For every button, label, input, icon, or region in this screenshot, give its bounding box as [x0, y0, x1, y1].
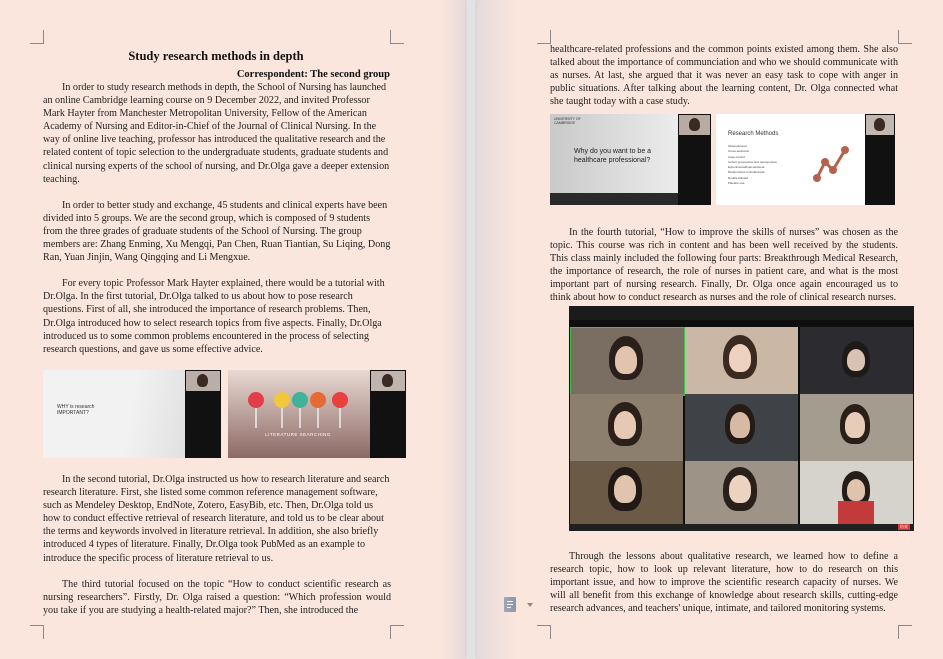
paragraph: In order to study research methods in depth, the School of Nursing has launched an online Cambridge learning course on 9 December 2022, and invited Professor Mark Hayter from Manchester Metropolitan University, Fellow of the American Academy of Nursing and Editor-in-Chief of the Journal of Clinical Nursing. In the way of online live teaching, professor has introduced the qualitative research and the related content of topic selection to the undergraduate students, graduate students and clinical nursing experts of the school of nursing, and Dr.Olga gave a deeper extension teaching. [43, 82, 390, 185]
paragraph: For every topic Professor Mark Hayter explained, there would be a tutorial with Dr.Olga. In the first tutorial, Dr.Olga talked to us about how to pose research questions. First of all, she introduced the importance of research problems. Then, Dr.Olga introduced how to select research topics from five aspects. Finally, Dr.Olga introduced us to some common problems encountered in the process of selecting research questions, and gave us some effective advice. [43, 278, 385, 355]
video-tile [570, 327, 685, 396]
video-panel [185, 370, 221, 458]
paragraph: The third tutorial focused on the topic “How to conduct scientific research as nursing researchers”. Firstly, Dr. Olga raised a question: “Which profession would you take if you are studying a health-related major?” Then, she introduced the [43, 578, 391, 616]
slide-text: LITERATURE SEARCHING [265, 432, 331, 437]
participant-face [197, 374, 208, 387]
paragraph: In the second tutorial, Dr.Olga instructed us how to research literature and search research literature. First, she listed some common reference management software, such as Mendeley Desktop, EndNote, Zotero, EasyBib, etc. Then, Dr.Olga told us how to conduct effective retrieval of research literature, and told us to be clear about the terms and keywords involved in literature retrieval. In addition, she also briefly introduced 4 types of literature. Finally, Dr.Olga took PubMed as an example to introduce the specific process of literature retrieval to us. [43, 474, 390, 564]
margin-mark [390, 625, 404, 639]
margin-mark [30, 30, 44, 44]
slide-text: WHY is research IMPORTANT? [57, 404, 95, 416]
body-text [550, 43, 898, 121]
page-shadow [477, 0, 517, 659]
end-meeting-button: 结束 [900, 524, 908, 529]
slide-title: Research Methods [728, 131, 779, 137]
chevron-down-icon[interactable] [527, 603, 533, 607]
body-text [550, 550, 898, 628]
margin-mark [30, 625, 44, 639]
page-shadow [440, 0, 465, 659]
correspondent: Correspondent: The second group [236, 69, 390, 80]
margin-mark [898, 30, 912, 44]
video-tile [685, 394, 798, 461]
lollipop-image [242, 388, 354, 428]
slide-screenshot [716, 114, 895, 205]
paragraph: healthcare-related professions and the common points existed among them. She also talked about the importance of communciation and who we should communicate with as nurses. At last, she argued that it was never an easy task to cope with anger in public situations. After talking about the learning content, Dr. Olga connected what she taught today with a case study. [550, 44, 898, 108]
slide-screenshot [43, 370, 221, 458]
meeting-toolbar [569, 524, 914, 531]
video-panel [865, 114, 895, 205]
slide-list: Observational Cross-sectional Case-control Cohort prospective and retrospective Experimental/Interventional Randomized controlled trial Double-blinded Placebo use [728, 144, 778, 186]
video-tile [570, 461, 683, 524]
margin-mark [537, 30, 551, 44]
participant-face [874, 118, 885, 131]
video-tile [570, 394, 683, 461]
video-tile [800, 461, 913, 524]
participant-face [382, 374, 393, 387]
body-text [43, 473, 391, 630]
video-tile [800, 394, 913, 461]
video-tile [685, 461, 798, 524]
left-page [0, 0, 465, 659]
video-tile [685, 327, 798, 394]
margin-mark [537, 625, 551, 639]
video-tile [800, 327, 913, 394]
meeting-screenshot [569, 306, 914, 531]
university-logo: UNIVERSITY OF CAMBRIDGE [554, 117, 581, 125]
paragraph: In order to better study and exchange, 45 students and clinical experts have been divided into 5 groups. We are the second group, which is composed of 9 students from the three grades of graduate students of the School of Nursing. The group members are: Zhang Enming, Xu Mengqi, Pan Chen, Ruan Tiantian, Su Liqing, Dong Ran, Yuan Jinjin, Wang Qingqing and Li Mengxue. [43, 199, 391, 264]
right-page [477, 0, 943, 659]
margin-mark [898, 625, 912, 639]
page-gutter [465, 0, 477, 659]
body-text [550, 226, 898, 318]
slide-screenshot [550, 114, 711, 205]
slide-screenshot [228, 370, 406, 458]
video-panel [370, 370, 406, 458]
slide-text: Why do you want to be a healthcare professional? [574, 148, 652, 164]
paragraph: Through the lessons about qualitative research, we learned how to define a research topic, how to look up relevant literature, how to do research on this important issue, and how to improve the scientific research capacity of nurses. We will all benefit from this exchange of knowledge about research skills, cutting-edge research advances, and teachers' unique, intimate, and tailored monitoring systems. [550, 551, 898, 615]
page-title: Study research methods in depth [128, 49, 304, 63]
chart-icon [811, 144, 851, 186]
video-panel [678, 114, 711, 205]
participant-face [689, 118, 700, 131]
body-text [43, 81, 391, 369]
paragraph: In the fourth tutorial, “How to improve the skills of nurses” was chosen as the topic. This course was rich in content and has been well received by the students. This class mainly included the following four parts: Breakthrough Medical Research, the importance of research, the role of nurses in patient care, and what is the most important part of nursing research. Finally, Dr. Olga once again encouraged us to think about how to conduct research as nurses and the role of clinical research nurses. [550, 227, 898, 304]
margin-mark [390, 30, 404, 44]
